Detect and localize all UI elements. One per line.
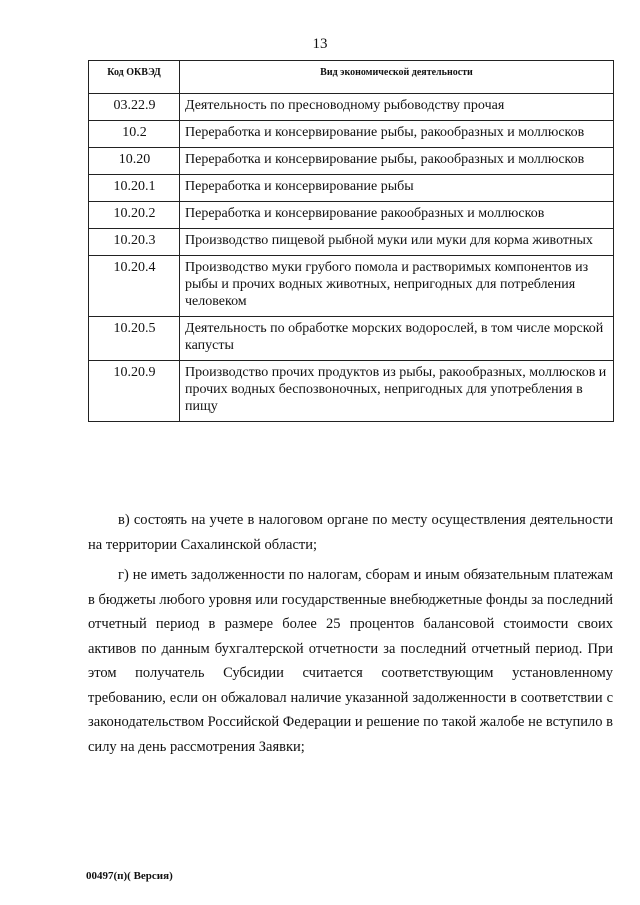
table-row [89,148,614,175]
activity-description: Производство пищевой рыбной муки или муки для корма животных [180,229,614,256]
okved-code: 10.20.9 [89,361,180,422]
activity-description: Производство прочих продуктов из рыбы, ракообразных, моллюсков и прочих водных беспозвоночных, непригодных для употребления в пищу [180,361,614,422]
activity-description: Переработка и консервирование ракообразных и моллюсков [180,202,614,229]
paragraph-g: г) не иметь задолженности по налогам, сборам и иным обязательным платежам в бюджеты любого уровня или государственные внебюджетные фонды за последний отчетный период в размере более 25 процентов балансовой стоимости своих активов по данным бухгалтерской отчетности за последний отчетный период. При этом получатель Субсидии считается соответствующим установленному требованию, если он обжаловал наличие указанной задолженности в соответствии с законодательством Российской Федерации и решение по такой жалобе не вступило в силу на день рассмотрения Заявки; [88,567,613,755]
okved-code: 10.20.3 [89,229,180,256]
page-number: 13 [312,36,328,52]
okved-code: 10.20 [89,148,180,175]
header-code: Код ОКВЭД [89,61,180,94]
table-header-row [89,61,614,94]
table-row [89,317,614,361]
header-activity: Вид экономической деятельности [180,61,614,94]
document-footer: 00497(п)( Версия) [86,870,173,882]
table-row [89,94,614,121]
okved-code: 10.20.1 [89,175,180,202]
okved-table [88,60,614,422]
okved-code: 10.2 [89,121,180,148]
table-row [89,202,614,229]
okved-code: 10.20.4 [89,256,180,317]
table-row [89,175,614,202]
okved-code: 03.22.9 [89,94,180,121]
activity-description: Деятельность по обработке морских водорослей, в том числе морской капусты [180,317,614,361]
okved-code: 10.20.5 [89,317,180,361]
activity-description: Переработка и консервирование рыбы, ракообразных и моллюсков [180,148,614,175]
table-row [89,361,614,422]
okved-code: 10.20.2 [89,202,180,229]
activity-description: Деятельность по пресноводному рыбоводству прочая [180,94,614,121]
activity-description: Переработка и консервирование рыбы, ракообразных и моллюсков [180,121,614,148]
activity-description: Производство муки грубого помола и растворимых компонентов из рыбы и прочих водных животных, непригодных для потребления человеком [180,256,614,317]
activity-description: Переработка и консервирование рыбы [180,175,614,202]
table-row [89,229,614,256]
table-row [89,121,614,148]
paragraph-v: в) состоять на учете в налоговом органе по месту осуществления деятельности на территории Сахалинской области; [88,512,613,553]
table-row [89,256,614,317]
